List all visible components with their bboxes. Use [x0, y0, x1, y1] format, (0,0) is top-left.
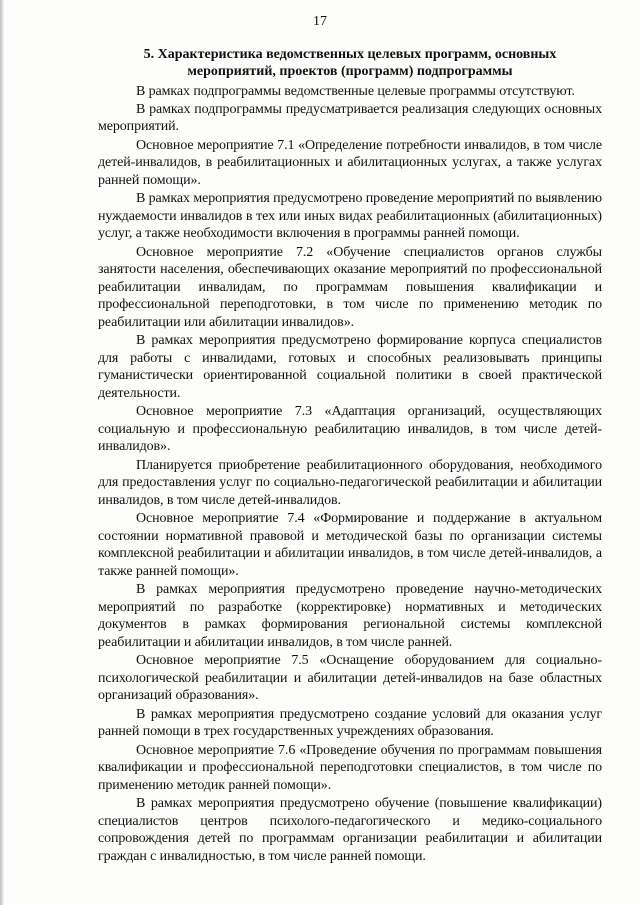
- paragraph-main-activities-intro: В рамках подпрограммы предусматривается реализация следующих основных мероприятий.: [98, 101, 602, 134]
- scan-edge: [0, 0, 4, 905]
- paragraph-activity-7-1-details: В рамках мероприятия предусмотрено проведение мероприятий по выявлению нуждаемости инвалидов в тех или иных видах реабилитационных (абилитационных) услуг, а также необходимости включения в программы ранней помощи.: [98, 191, 602, 241]
- section-heading: 5. Характеристика ведомственных целевых программ, основных мероприятий, проектов (программ) подпрограммы: [143, 47, 557, 79]
- paragraph-activity-7-6-details: В рамках мероприятия предусмотрено обучение (повышение квалификации) специалистов центров психолого-педагогического и медико-социального сопровождения детей по программам организации реабилитации и абилитации граждан с инвалидностью, в том числе ранней помощи.: [98, 796, 602, 864]
- paragraph-activity-7-2-details: В рамках мероприятия предусмотрено формирование корпуса специалистов для работы с инвалидами, готовых и способных реализовывать принципы гуманистически ориентированной социальной политики в своей практической деятельности.: [98, 333, 602, 401]
- document-body: [98, 46, 602, 865]
- page-number: 17: [313, 14, 327, 29]
- paragraph-activity-7-3-details: Планируется приобретение реабилитационного оборудования, необходимого для предоставления услуг по социально-педагогической реабилитации и абилитации инвалидов, в том числе детей-инвалидов.: [98, 457, 602, 508]
- paragraph-activity-7-6: Основное мероприятие 7.6 «Проведение обучения по программам повышения квалификации и профессиональной переподготовки специалистов, в том числе по применению методик ранней помощи».: [98, 742, 602, 793]
- paragraph-activity-7-4: Основное мероприятие 7.4 «Формирование и поддержание в актуальном состоянии нормативной правовой и методической базы по организации системы комплексной реабилитации и абилитации инвалидов, в том числе детей-инвалидов, а также ранней помощи».: [98, 511, 602, 579]
- paragraph-no-target-programs: В рамках подпрограммы ведомственные целевые программы отсутствуют.: [136, 84, 575, 99]
- paragraph-activity-7-3: Основное мероприятие 7.3 «Адаптация организаций, осуществляющих социальную и профессиональную реабилитацию инвалидов, в том числе детей-инвалидов».: [98, 404, 602, 454]
- paragraph-activity-7-2: Основное мероприятие 7.2 «Обучение специалистов органов службы занятости населения, обеспечивающих оказание мероприятий по профессиональной реабилитации инвалидам, по программам повышения квалификации и профессиональной переподготовки, в том числе по применению методик по реабилитации или абилитации инвалидов».: [98, 244, 602, 330]
- paragraph-activity-7-1: Основное мероприятие 7.1 «Определение потребности инвалидов, в том числе детей-инвалидов, в реабилитационных и абилитационных услугах, а также услугах ранней помощи».: [98, 137, 602, 188]
- paragraph-activity-7-4-details: В рамках мероприятия предусмотрено проведение научно-методических мероприятий по разработке (корректировке) нормативных и методических документов в рамках формирования региональной системы комплексной реабилитации и абилитации инвалидов, в том числе ранней.: [98, 582, 602, 650]
- paragraph-activity-7-5: Основное мероприятие 7.5 «Оснащение оборудованием для социально-психологической реабилитации и абилитации детей-инвалидов на базе областных организаций образования».: [98, 653, 602, 703]
- paragraph-activity-7-5-details: В рамках мероприятия предусмотрено создание условий для оказания услуг ранней помощи в трех государственных учреждениях образования.: [98, 706, 602, 739]
